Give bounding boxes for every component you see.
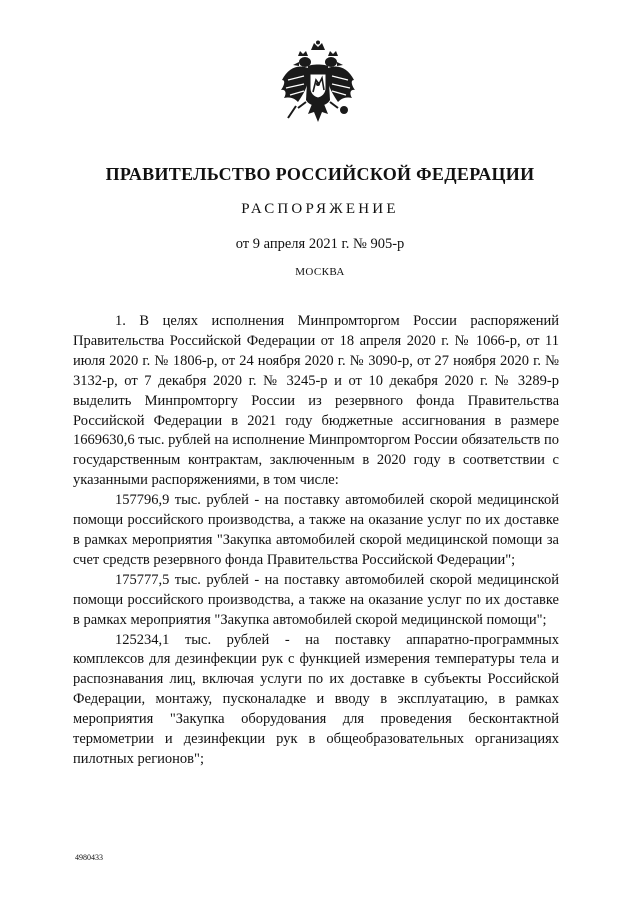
document-city: МОСКВА	[295, 266, 345, 278]
document-body	[73, 312, 559, 770]
document-date-number: от 9 апреля 2021 г. № 905-р	[235, 236, 405, 252]
document-type: РАСПОРЯЖЕНИЕ	[241, 201, 399, 217]
government-title: ПРАВИТЕЛЬСТВО РОССИЙСКОЙ ФЕДЕРАЦИИ	[105, 164, 535, 184]
paragraph-3: 175777,5 тыс. рублей - на поставку автомобилей скорой медицинской помощи российского производства, а также на оказание услуг по их доставке в рамках мероприятия "Закупка автомобилей скорой медицинской помощи";	[73, 571, 559, 628]
paragraph-2: 157796,9 тыс. рублей - на поставку автомобилей скорой медицинской помощи российского производства, а также на оказание услуг по их доставке в рамках мероприятия "Закупка автомобилей скорой медицинской помощи за счет средств резервного фонда Правительства Российской Федерации";	[73, 492, 559, 568]
paragraph-1: 1. В целях исполнения Минпромторгом России распоряжений Правительства Российской Федерации от 18 апреля 2020 г. № 1066-р, от 11 июля 2020 г. № 1806-р, от 24 ноября 2020 г. № 3090-р, от 27 ноября 2020 г. № 3132-р, от 7 декабря 2020 г. № 3245-р и от 10 декабря 2020 г. № 3289-р выделить Минпромторгу России из резервного фонда Правительства Российской Федерации в 2021 году бюджетные ассигнования в размере 1669630,6 тыс. рублей на исполнение Минпромторгом России обязательств по государственным контрактам, заключенным в 2020 году в соответствии с указанными распоряжениями, в том числе:	[73, 313, 559, 489]
document-code: 4980433	[75, 853, 103, 862]
russian-coat-of-arms-icon	[278, 40, 358, 132]
paragraph-4: 125234,1 тыс. рублей - на поставку аппаратно-программных комплексов для дезинфекции рук с функцией измерения температуры тела и распознавания лиц, включая услуги по их доставке в субъекты Российской Федерации, монтажу, пусконаладке и вводу в эксплуатацию, в рамках мероприятия "Закупка оборудования для проведения бесконтактной термометрии и дезинфекции рук в общеобразовательных организациях пилотных регионов";	[73, 631, 559, 767]
